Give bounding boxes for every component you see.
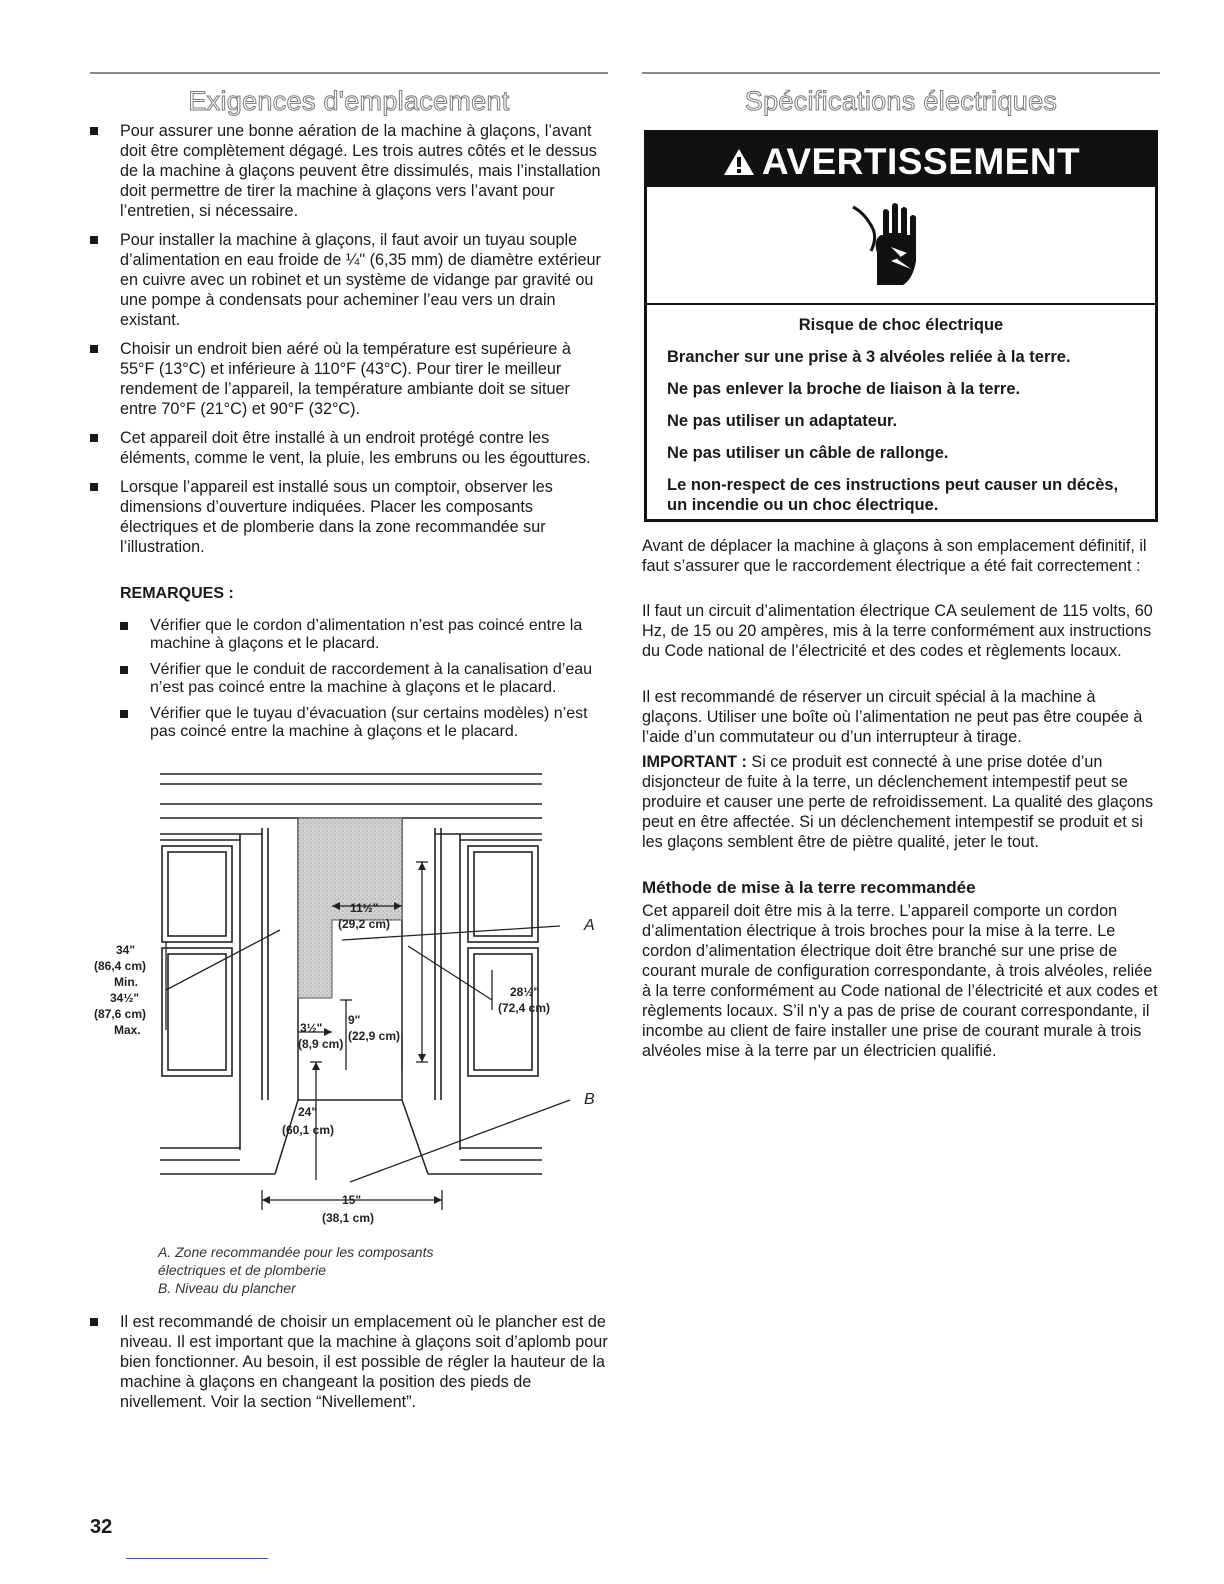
dim-zone-height: (72,4 cm) xyxy=(498,1001,551,1015)
caption-b: B. Niveau du plancher xyxy=(158,1280,296,1296)
electric-shock-hand-icon xyxy=(847,195,937,295)
dim-zone-height: 28½" xyxy=(510,985,540,999)
left-top-rule xyxy=(90,72,608,74)
warning-risk: Risque de choc électrique xyxy=(798,316,1004,334)
cabinet-opening-diagram xyxy=(90,770,608,1230)
dim-height-label: 34½" xyxy=(110,991,140,1005)
dim-height-label: 34" xyxy=(116,943,136,957)
dim-zone-width: (29,2 cm) xyxy=(338,917,391,931)
section-title-location: Exigences d'emplacement xyxy=(188,86,510,116)
dim-zone-width: 11½" xyxy=(350,901,379,915)
left-cabinet xyxy=(160,828,275,1174)
warning-triangle-icon xyxy=(722,147,756,177)
dim-width: 15" xyxy=(342,1193,362,1207)
leveling-list xyxy=(90,1312,608,1421)
dim-depth: (60,1 cm) xyxy=(282,1123,335,1137)
warning-line: Brancher sur une prise à 3 alvéoles reliée à la terre. xyxy=(667,348,1071,366)
electrical-paragraph: Avant de déplacer la machine à glaçons à son emplacement définitif, il faut s’assurer que le raccordement électrique a été fait correctement : xyxy=(642,537,1147,575)
countertop-lines xyxy=(160,774,542,818)
list-item: Pour assurer une bonne aération de la machine à glaçons, l’avant doit être complètement dégagé. Les trois autres côtés et le dessus de la machine à glaçons peuvent être dissimulés, mais l’installation doit permettre de tirer la machine à glaçons vers l’avant pour l’entretien, si nécessaire. xyxy=(90,121,608,221)
warning-text xyxy=(647,305,1155,515)
caption-a: A. Zone recommandée pour les composants électriques et de plomberie xyxy=(158,1244,434,1278)
remarks-heading: REMARQUES : xyxy=(120,585,234,602)
dim-height-label: (86,4 cm) xyxy=(94,959,147,973)
dim-side: (8,9 cm) xyxy=(298,1037,344,1051)
list-item: Cet appareil doit être installé à un endroit protégé contre les éléments, comme le vent, la pluie, les embruns ou les égouttures. xyxy=(90,428,608,468)
list-item: Choisir un endroit bien aéré où la température est supérieure à 55°F (13°C) et inférieure à 110°F (43°C). Pour tirer le meilleur rendement de l’appareil, la température ambiante doit se situer entre 70°F (21°C) et 90°F (32°C). xyxy=(90,339,608,419)
dim-width: (38,1 cm) xyxy=(322,1211,375,1225)
location-requirements-list xyxy=(90,121,608,566)
warning-line: Ne pas utiliser un adaptateur. xyxy=(667,412,898,430)
list-item: Lorsque l’appareil est installé sous un comptoir, observer les dimensions d’ouverture indiquées. Placer les composants électriques et de plomberie dans la zone recommandée sur l’illustration. xyxy=(90,477,608,557)
warning-header xyxy=(647,133,1155,187)
grounding-subheading: Méthode de mise à la terre recommandée xyxy=(642,878,976,897)
list-item: Vérifier que le tuyau d’évacuation (sur certains modèles) n’est pas coincé entre la machine à glaçons et le placard. xyxy=(120,705,608,741)
warning-line: Ne pas utiliser un câble de rallonge. xyxy=(667,444,949,462)
warning-box xyxy=(644,130,1158,522)
list-item: Il est recommandé de choisir un emplacement où le plancher est de niveau. Il est important que la machine à glaçons soit d’aplomb pour bien fonctionner. Au besoin, il est possible de régler la hauteur de la machine à glaçons en changeant la position des pieds de nivellement. Voir la section “Nivellement”. xyxy=(90,1312,608,1412)
footer-link-line xyxy=(126,1558,268,1559)
warning-line: Le non-respect de ces instructions peut causer un décès, un incendie ou un choc électrique. xyxy=(667,476,1119,514)
remarks-list xyxy=(120,617,608,749)
warning-line: Ne pas enlever la broche de liaison à la terre. xyxy=(667,380,1021,398)
important-label: IMPORTANT : xyxy=(642,753,747,771)
label-a: A xyxy=(584,917,595,934)
dim-side: 3½" xyxy=(300,1021,323,1035)
list-item: Vérifier que le conduit de raccordement à la canalisation d’eau n’est pas coincé entre la machine à glaçons et le placard. xyxy=(120,661,608,697)
dim-nine: 9" xyxy=(348,1013,361,1027)
dim-height-label: Max. xyxy=(114,1023,141,1037)
warning-title: AVERTISSEMENT xyxy=(761,141,1081,182)
page-number: 32 xyxy=(90,1516,113,1538)
section-title-electrical: Spécifications électriques xyxy=(744,86,1058,116)
important-text: Si ce produit est connecté à une prise dotée d’un disjoncteur de fuite à la terre, un déclenchement intempestif peut se produire et causer une perte de refroidissement. La qualité des glaçons peut en être affectée. Si un déclenchement intempestif se produit et si les glaçons semblent être de piètre qualité, jeter le tout. xyxy=(642,753,1154,851)
dim-height-label: (87,6 cm) xyxy=(94,1007,147,1021)
label-b: B xyxy=(584,1091,595,1108)
grounding-paragraph: Cet appareil doit être mis à la terre. L’appareil comporte un cordon d’alimentation électrique à trois broches pour la mise à la terre. Le cordon d’alimentation électrique doit être branché sur une prise de courant murale de configuration correspondante, à trois alvéoles, reliée à la terre conformément au Code national de l’électricité et aux codes et règlements locaux. S’il n’y a pas de prise de courant correspondante, il incombe au client de faire installer une prise de courant murale à trois alvéoles mise à la terre par un électricien qualifié. xyxy=(642,902,1158,1060)
right-top-rule xyxy=(642,72,1160,74)
dim-nine: (22,9 cm) xyxy=(348,1029,401,1043)
dim-depth: 24" xyxy=(298,1105,318,1119)
dim-height-label: Min. xyxy=(114,975,138,989)
warning-icon-area xyxy=(647,187,1155,305)
important-paragraph xyxy=(642,752,1160,852)
list-item: Vérifier que le cordon d’alimentation n’est pas coincé entre la machine à glaçons et le placard. xyxy=(120,617,608,653)
list-item: Pour installer la machine à glaçons, il faut avoir un tuyau souple d’alimentation en eau froide de ¼" (6,35 mm) de diamètre extérieur en cuivre avec un robinet et un système de vidange par gravité ou une pompe à condensats pour acheminer l’eau vers un drain existant. xyxy=(90,230,608,330)
electrical-paragraph: Il est recommandé de réserver un circuit spécial à la machine à glaçons. Utiliser une boîte où l’alimentation ne peut pas être coupée à l’aide d’un commutateur ou d’un interrupteur à tirage. xyxy=(642,688,1143,746)
electrical-paragraph: Il faut un circuit d’alimentation électrique CA seulement de 115 volts, 60 Hz, de 15 ou 20 ampères, mis à la terre conformément aux instructions du Code national de l’électricité et des codes et règlements locaux. xyxy=(642,602,1153,660)
